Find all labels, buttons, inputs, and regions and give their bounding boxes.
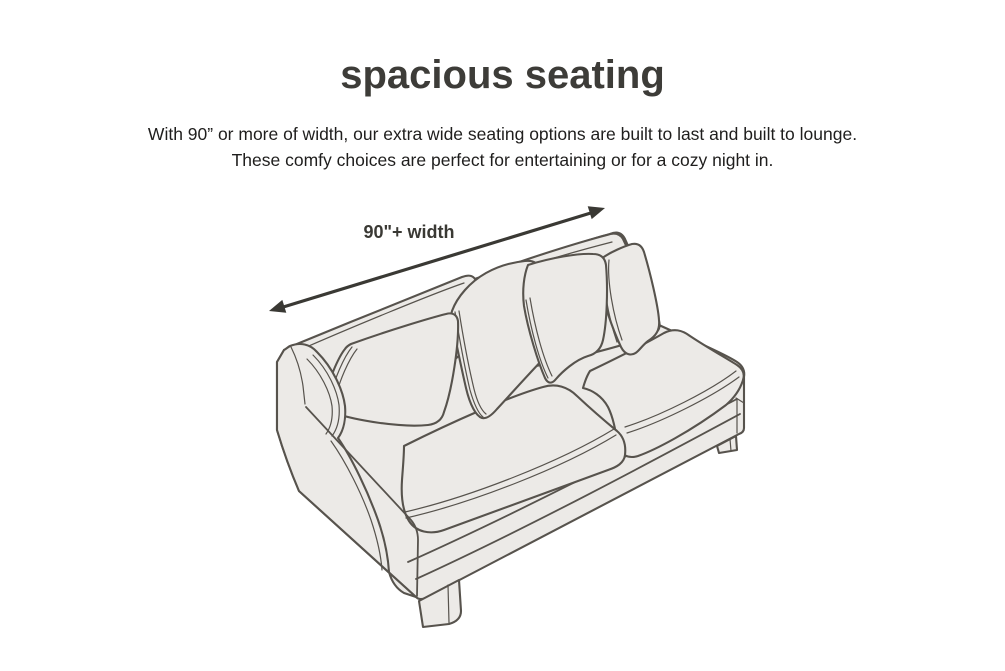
sofa-illustration xyxy=(277,233,744,627)
width-arrow-head-right xyxy=(588,206,605,219)
description-line-1: With 90” or more of width, our extra wide seating options are built to last and built to lounge. xyxy=(147,124,858,144)
width-dimension-label: 90"+ width xyxy=(363,222,455,242)
width-arrow-head-left xyxy=(269,300,286,313)
description-line-2: These comfy choices are perfect for entertaining or for a cozy night in. xyxy=(231,150,774,170)
page-title: spacious seating xyxy=(340,53,665,97)
